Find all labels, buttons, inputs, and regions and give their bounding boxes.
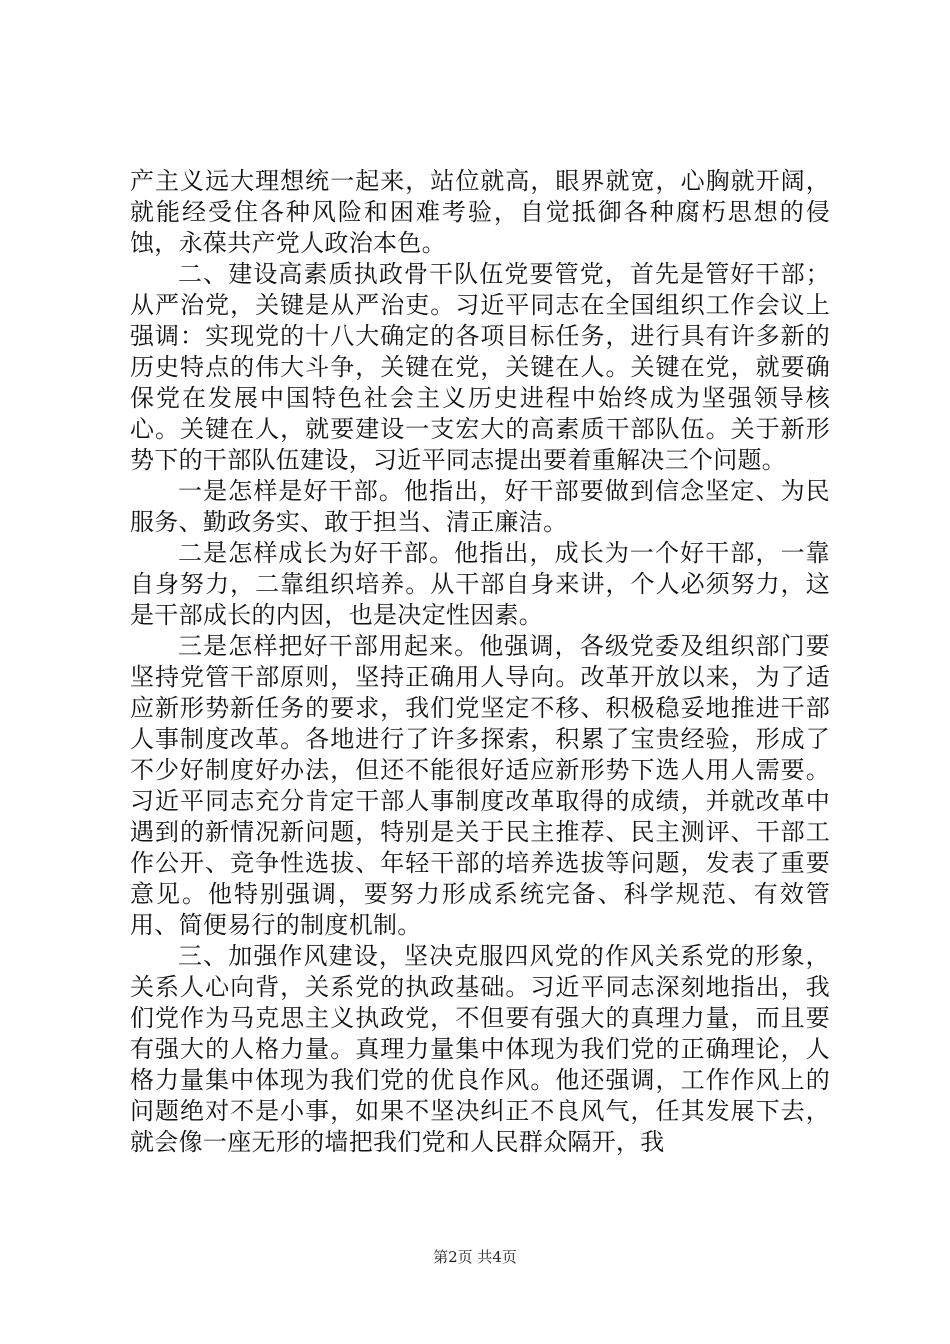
paragraph-point-two: 二是怎样成长为好干部。他指出，成长为一个好干部，一靠自身努力，二靠组织培养。从干部自身来讲，个人必须努力，这是干部成长的内因，也是决定性因素。 xyxy=(130,539,830,629)
paragraph-section-two: 二、建设高素质执政骨干队伍党要管党，首先是管好干部；从严治党，关键是从严治吏。习近平同志在全国组织工作会议上强调：实现党的十八大确定的各项目标任务，进行具有许多新的历史特点的伟大斗争，关键在党，关键在人。关键在党，就要确保党在发展中国特色社会主义历史进程中始终成为坚强领导核心。关键在人，就要建设一支宏大的高素质干部队伍。关于新形势下的干部队伍建设，习近平同志提出要着重解决三个问题。 xyxy=(130,260,830,474)
document-body xyxy=(130,166,830,1158)
paragraph-point-one: 一是怎样是好干部。他指出，好干部要做到信念坚定、为民服务、勤政务实、敢于担当、清正廉洁。 xyxy=(130,477,830,536)
paragraph-section-three: 三、加强作风建设，坚决克服四风党的作风关系党的形象，关系人心向背，关系党的执政基础。习近平同志深刻地指出，我们党作为马克思主义执政党，不但要有强大的真理力量，而且要有强大的人格力量。真理力量集中体现为我们党的正确理论，人格力量集中体现为我们党的优良作风。他还强调，工作作风上的问题绝对不是小事，如果不坚决纠正不良风气，任其发展下去，就会像一座无形的墙把我们党和人民群众隔开，我 xyxy=(130,942,830,1156)
page-number-footer: 第2页 共4页 xyxy=(433,1248,517,1266)
paragraph-continued: 产主义远大理想统一起来，站位就高，眼界就宽，心胸就开阔，就能经受住各种风险和困难考验，自觉抵御各种腐朽思想的侵蚀，永葆共产党人政治本色。 xyxy=(130,167,830,257)
paragraph-point-three: 三是怎样把好干部用起来。他强调，各级党委及组织部门要坚持党管干部原则，坚持正确用人导向。改革开放以来，为了适应新形势新任务的要求，我们党坚定不移、积极稳妥地推进干部人事制度改革。各地进行了许多探索，积累了宝贵经验，形成了不少好制度好办法，但还不能很好适应新形势下选人用人需要。习近平同志充分肯定干部人事制度改革取得的成绩，并就改革中遇到的新情况新问题，特别是关于民主推荐、民主测评、干部工作公开、竞争性选拔、年轻干部的培养选拔等问题，发表了重要意见。他特别强调，要努力形成系统完备、科学规范、有效管用、简便易行的制度机制。 xyxy=(130,632,830,939)
